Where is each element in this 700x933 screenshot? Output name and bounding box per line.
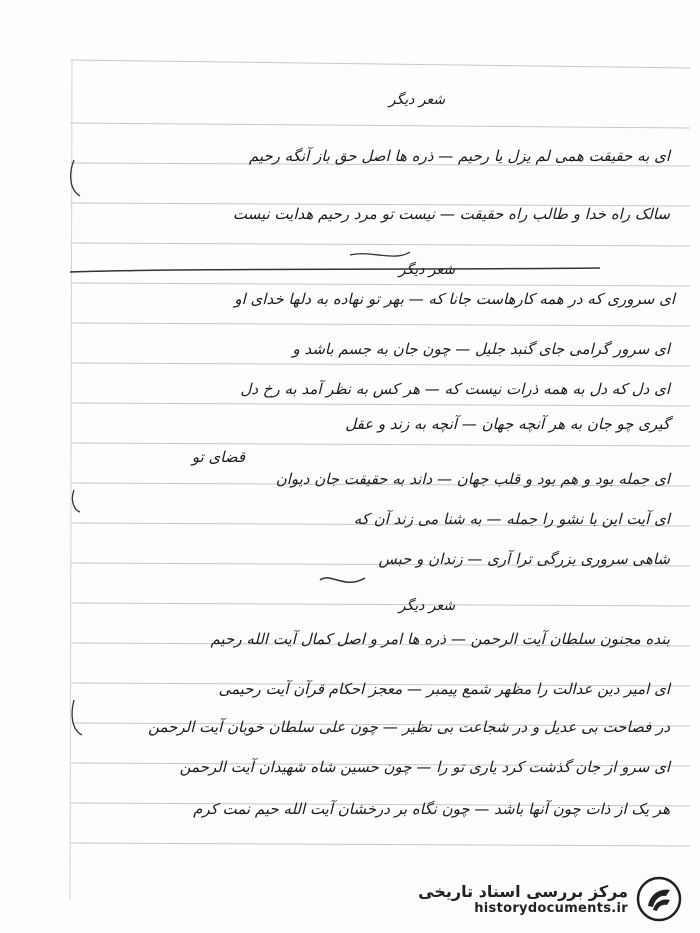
verse-line: ای جمله بود و هم بود و قلب جهان — داند به حقیقت جان دیوان — [275, 470, 670, 488]
verse-line: ای امیر دین عدالت را مظهر شمع پیمبر — معجز احکام قرآن آیت رحیمی — [218, 680, 670, 698]
verse-line: ای سرو از جان گذشت کرد یاری تو را — چون حسین شاه شهیدان آیت الرحمن — [179, 758, 670, 776]
verse-line: شاهی سروری بزرگی ترا آری — زندان و حبس — [378, 550, 670, 568]
watermark-url: historydocuments.ir — [474, 901, 628, 916]
verse-line: هر یک از ذات چون آنها باشد — چون نگاه بر درخشان آیت الله حیم نمت کرم — [193, 800, 670, 818]
verse-line: بنده مجنون سلطان آیت الرحمن — ذره ها امر و اصل کمال آیت الله رحیم — [210, 630, 670, 648]
verse-line: ای به حقیقت همی لم یزل یا رحیم — ذره ها اصل حق باز آنگه رحیم — [248, 147, 670, 165]
verse-line: در فصاحت بی عدیل و در شجاعت بی نظیر — چون علی سلطان خوبان آیت الرحمن — [148, 718, 670, 736]
verse-line: سالک راه خدا و طالب راه حقیقت — نیست تو مرد رحیم هدایت نیست — [232, 205, 670, 223]
section-heading: شعر دیگر — [388, 92, 445, 108]
section-heading: شعر دیگر — [398, 262, 455, 278]
verse-line: ای آیت این با نشو را جمله — به شنا می زند آن که — [353, 510, 670, 528]
archive-logo-icon — [636, 876, 682, 922]
verse-line: گیری چو جان به هر آنچه جهان — آنچه به زند و عقل — [345, 415, 670, 433]
verse-line: ای سروری که در همه کارهاست جانا که — بهر تو نهاده به دلها خدای او — [234, 290, 675, 308]
verse-line: قضای تو — [191, 448, 245, 466]
verse-line: ای دل که دل به همه ذرات نیست که — هر کس به نظر آمد به رخ دل — [240, 380, 670, 398]
verse-line: ای سرور گرامی جای گنبد جلیل — چون جان به جسم باشد و — [292, 340, 670, 358]
watermark — [402, 875, 682, 923]
section-heading: شعر دیگر — [398, 598, 455, 614]
watermark-text — [418, 882, 628, 916]
watermark-name: مرکز بررسی اسناد تاریخی — [418, 882, 628, 901]
